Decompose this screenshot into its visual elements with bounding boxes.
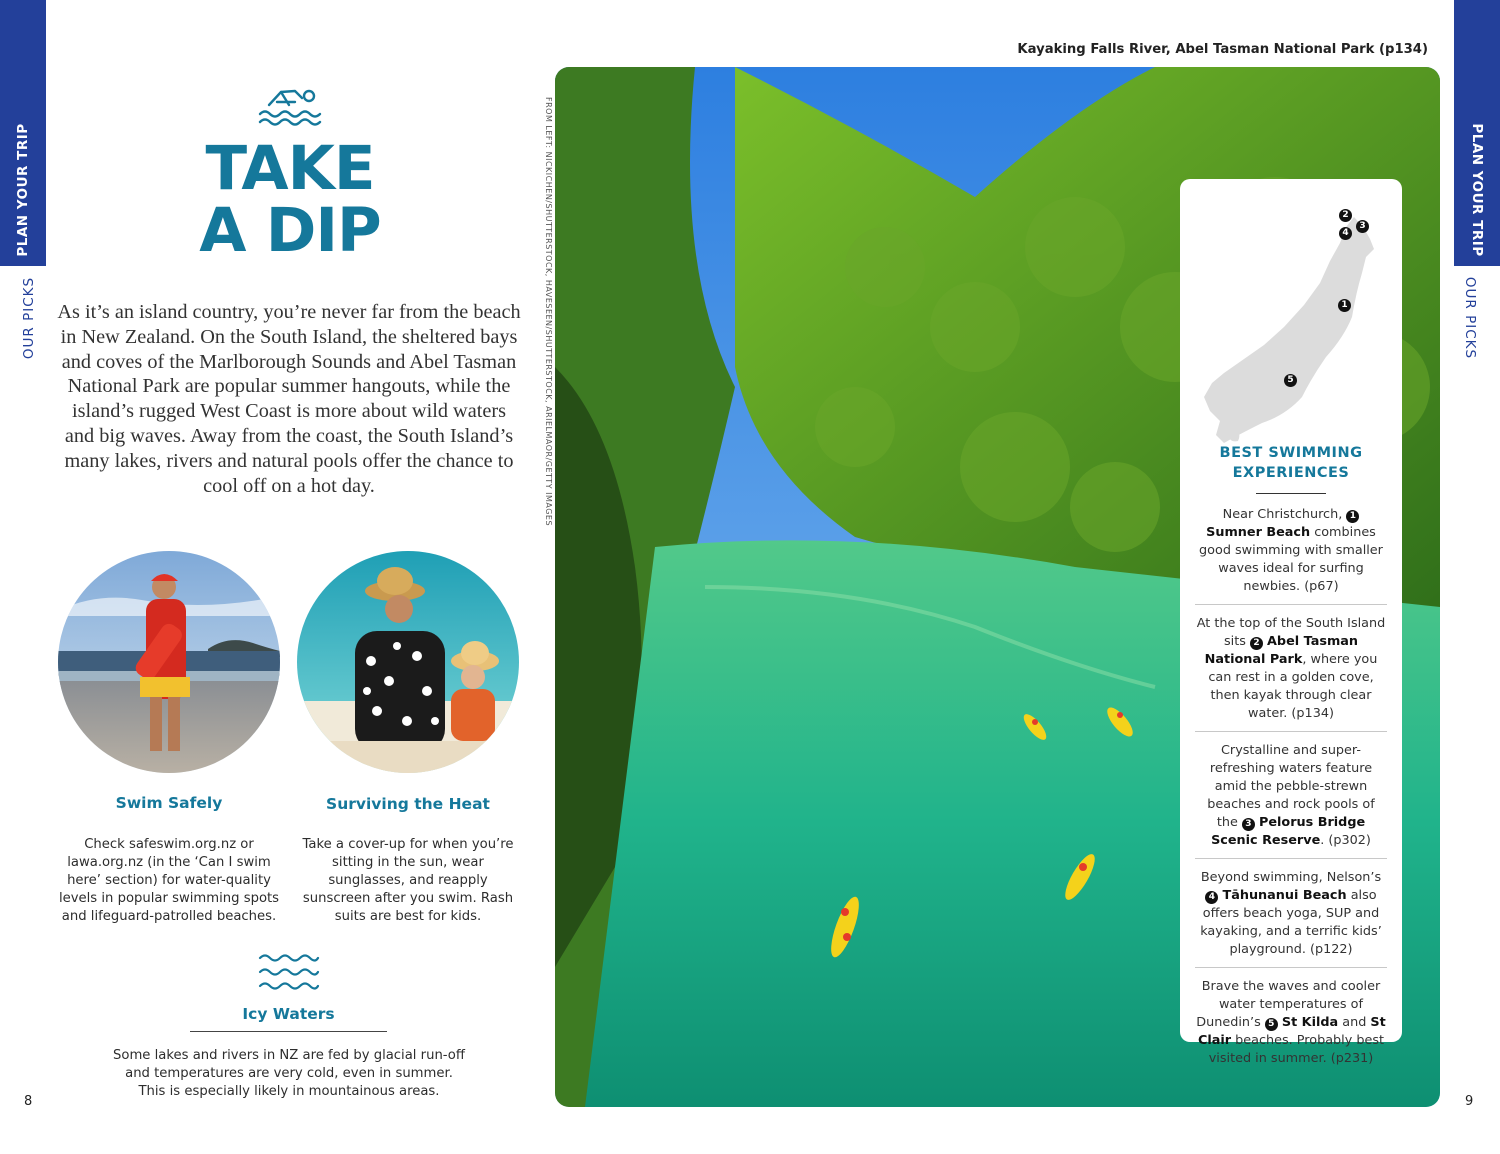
card-title: BEST SWIMMING EXPERIENCES	[1219, 445, 1363, 481]
icy-waters-body: Some lakes and rivers in NZ are fed by glacial run-off and temperatures are very cold, even in summer. This is especially likely in mountainous areas.	[113, 1048, 465, 1099]
place-name: Tāhunanui Beach	[1222, 888, 1347, 903]
page-number-left: 8	[24, 1094, 33, 1109]
section-label: PLAN YOUR TRIP	[1469, 123, 1485, 257]
number-marker: 1	[1346, 510, 1359, 523]
map-marker: 4	[1339, 227, 1352, 240]
title-line: TAKE	[205, 133, 375, 204]
list-item: Crystalline and super-refreshing waters feature amid the pebble-strewn beaches and rock pools of the 3 Pelorus Bridge Scenic Reserve. (p302)	[1195, 741, 1387, 859]
place-name: Abel Tasman National Park	[1204, 634, 1359, 667]
list-item: Near Christchurch, 1 Sumner Beach combines good swimming with smaller waves ideal for surfing newbies. (p67)	[1195, 505, 1387, 605]
page-number-right: 9	[1465, 1094, 1474, 1109]
number-marker: 5	[1265, 1018, 1278, 1031]
waves-icon	[258, 952, 320, 994]
surviving-heat-heading: Surviving the Heat	[326, 795, 490, 813]
intro-paragraph: As it’s an island country, you’re never far from the beach in New Zealand. On the South Island, the sheltered bays and coves of the Marlborough Sounds and Abel Tasman National Park are popular summer hangouts, while the island’s rugged West Coast is more about wild waters and big waves. Away from the coast, the South Island’s many lakes, rivers and natural pools offer the chance to cool off on a hot day.	[57, 301, 521, 497]
subsection-label: OUR PICKS	[1462, 276, 1478, 360]
place-name: St Kilda	[1281, 1015, 1339, 1030]
number-marker: 3	[1242, 818, 1255, 831]
place-name: St Clair	[1197, 1015, 1386, 1048]
icy-waters-heading: Icy Waters	[242, 1005, 335, 1023]
number-marker: 2	[1250, 637, 1263, 650]
swimmer-icon	[255, 78, 323, 128]
swimming-list	[1195, 505, 1387, 1085]
map-marker: 1	[1338, 299, 1351, 312]
south-island-map	[1194, 197, 1390, 443]
section-label: PLAN YOUR TRIP	[15, 123, 31, 257]
map-marker: 2	[1339, 209, 1352, 222]
list-item: Beyond swimming, Nelson’s 4 Tāhunanui Beach also offers beach yoga, SUP and kayaking, and a terrific kids’ playground. (p122)	[1195, 868, 1387, 968]
place-name: Sumner Beach	[1206, 525, 1311, 540]
swim-safely-body: Check safeswim.org.nz or lawa.org.nz (in the ‘Can I swim here’ section) for water-quality levels in popular swimming spots and lifeguard-patrolled beaches.	[58, 837, 280, 924]
side-tab-left	[0, 0, 46, 266]
list-item: At the top of the South Island sits 2 Abel Tasman National Park, where you can rest in a golden cove, then kayak through clear water. (p134)	[1195, 614, 1387, 732]
map-marker: 3	[1356, 220, 1369, 233]
family-beach-photo	[297, 551, 519, 773]
title-line: A DIP	[199, 195, 381, 266]
page-title	[170, 133, 410, 266]
lifeguard-photo	[58, 551, 280, 773]
swim-safely-heading: Swim Safely	[115, 794, 223, 812]
number-marker: 4	[1205, 891, 1218, 904]
divider	[190, 1031, 387, 1032]
map-marker: 5	[1284, 374, 1297, 387]
best-swimming-card	[1180, 179, 1402, 1066]
photo-caption: Kayaking Falls River, Abel Tasman National Park (p134)	[1017, 42, 1428, 57]
side-tab-right	[1454, 0, 1500, 266]
subsection-label: OUR PICKS	[21, 276, 37, 360]
list-item: Brave the waves and cooler water temperatures of Dunedin’s 5 St Kilda and St Clair beaches. Probably best visited in summer. (p231)	[1196, 979, 1386, 1066]
surviving-heat-body: Take a cover-up for when you’re sitting in the sun, wear sunglasses, and reapply sunscreen after you swim. Rash suits are best for kids.	[302, 837, 514, 924]
place-name: Pelorus Bridge Scenic Reserve	[1211, 815, 1366, 848]
photo-credit: FROM LEFT: NICKICHEN/SHUTTERSTOCK, HAVESEEN/SHUTTERSTOCK, ARIELMAOR/GETTY IMAGES	[544, 97, 553, 527]
divider	[1256, 493, 1326, 494]
